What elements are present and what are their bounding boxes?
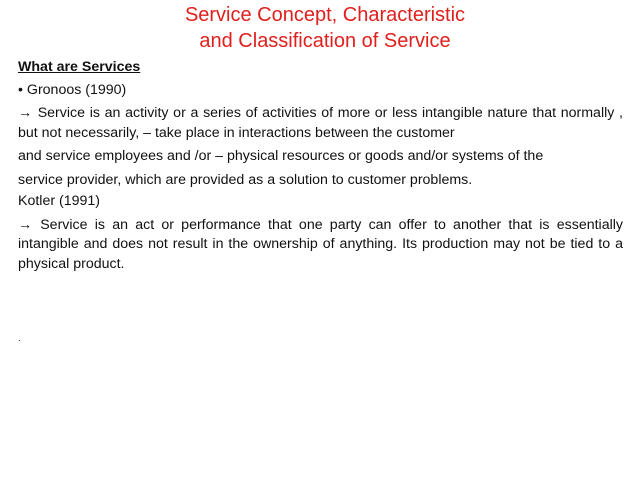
slide-body xyxy=(18,58,623,274)
kotler-paragraph xyxy=(18,216,623,275)
kotler-label: Kotler (1991) xyxy=(18,193,101,209)
kotler-paragraph-text: Service is an act or performance that one party can offer to another that is essentially intangible and does not result in the ownership of anything. Its production may not be tied to a physical product. xyxy=(18,216,623,272)
slide-title xyxy=(0,2,640,54)
arrow-icon: → xyxy=(18,105,33,121)
section-heading: What are Services xyxy=(18,59,141,75)
trailing-dot: . xyxy=(18,333,21,344)
title-line-1: Service Concept, Characteristic xyxy=(184,4,466,26)
arrow-icon: → xyxy=(18,216,33,233)
title-line-2: and Classification of Service xyxy=(199,30,451,52)
bullet-gronoos: • Gronoos (1990) xyxy=(18,81,127,98)
gronoos-line-3: service provider, which are provided as a solution to customer problems. xyxy=(18,171,473,188)
gronoos-line-2: and service employees and /or – physical resources or goods and/or systems of the xyxy=(18,148,544,164)
gronoos-paragraph-text: Service is an activity or a series of activities of more or less intangible nature that normally , but not necessarily, – take place in interactions between the customer xyxy=(18,105,623,141)
gronoos-paragraph xyxy=(18,104,623,143)
